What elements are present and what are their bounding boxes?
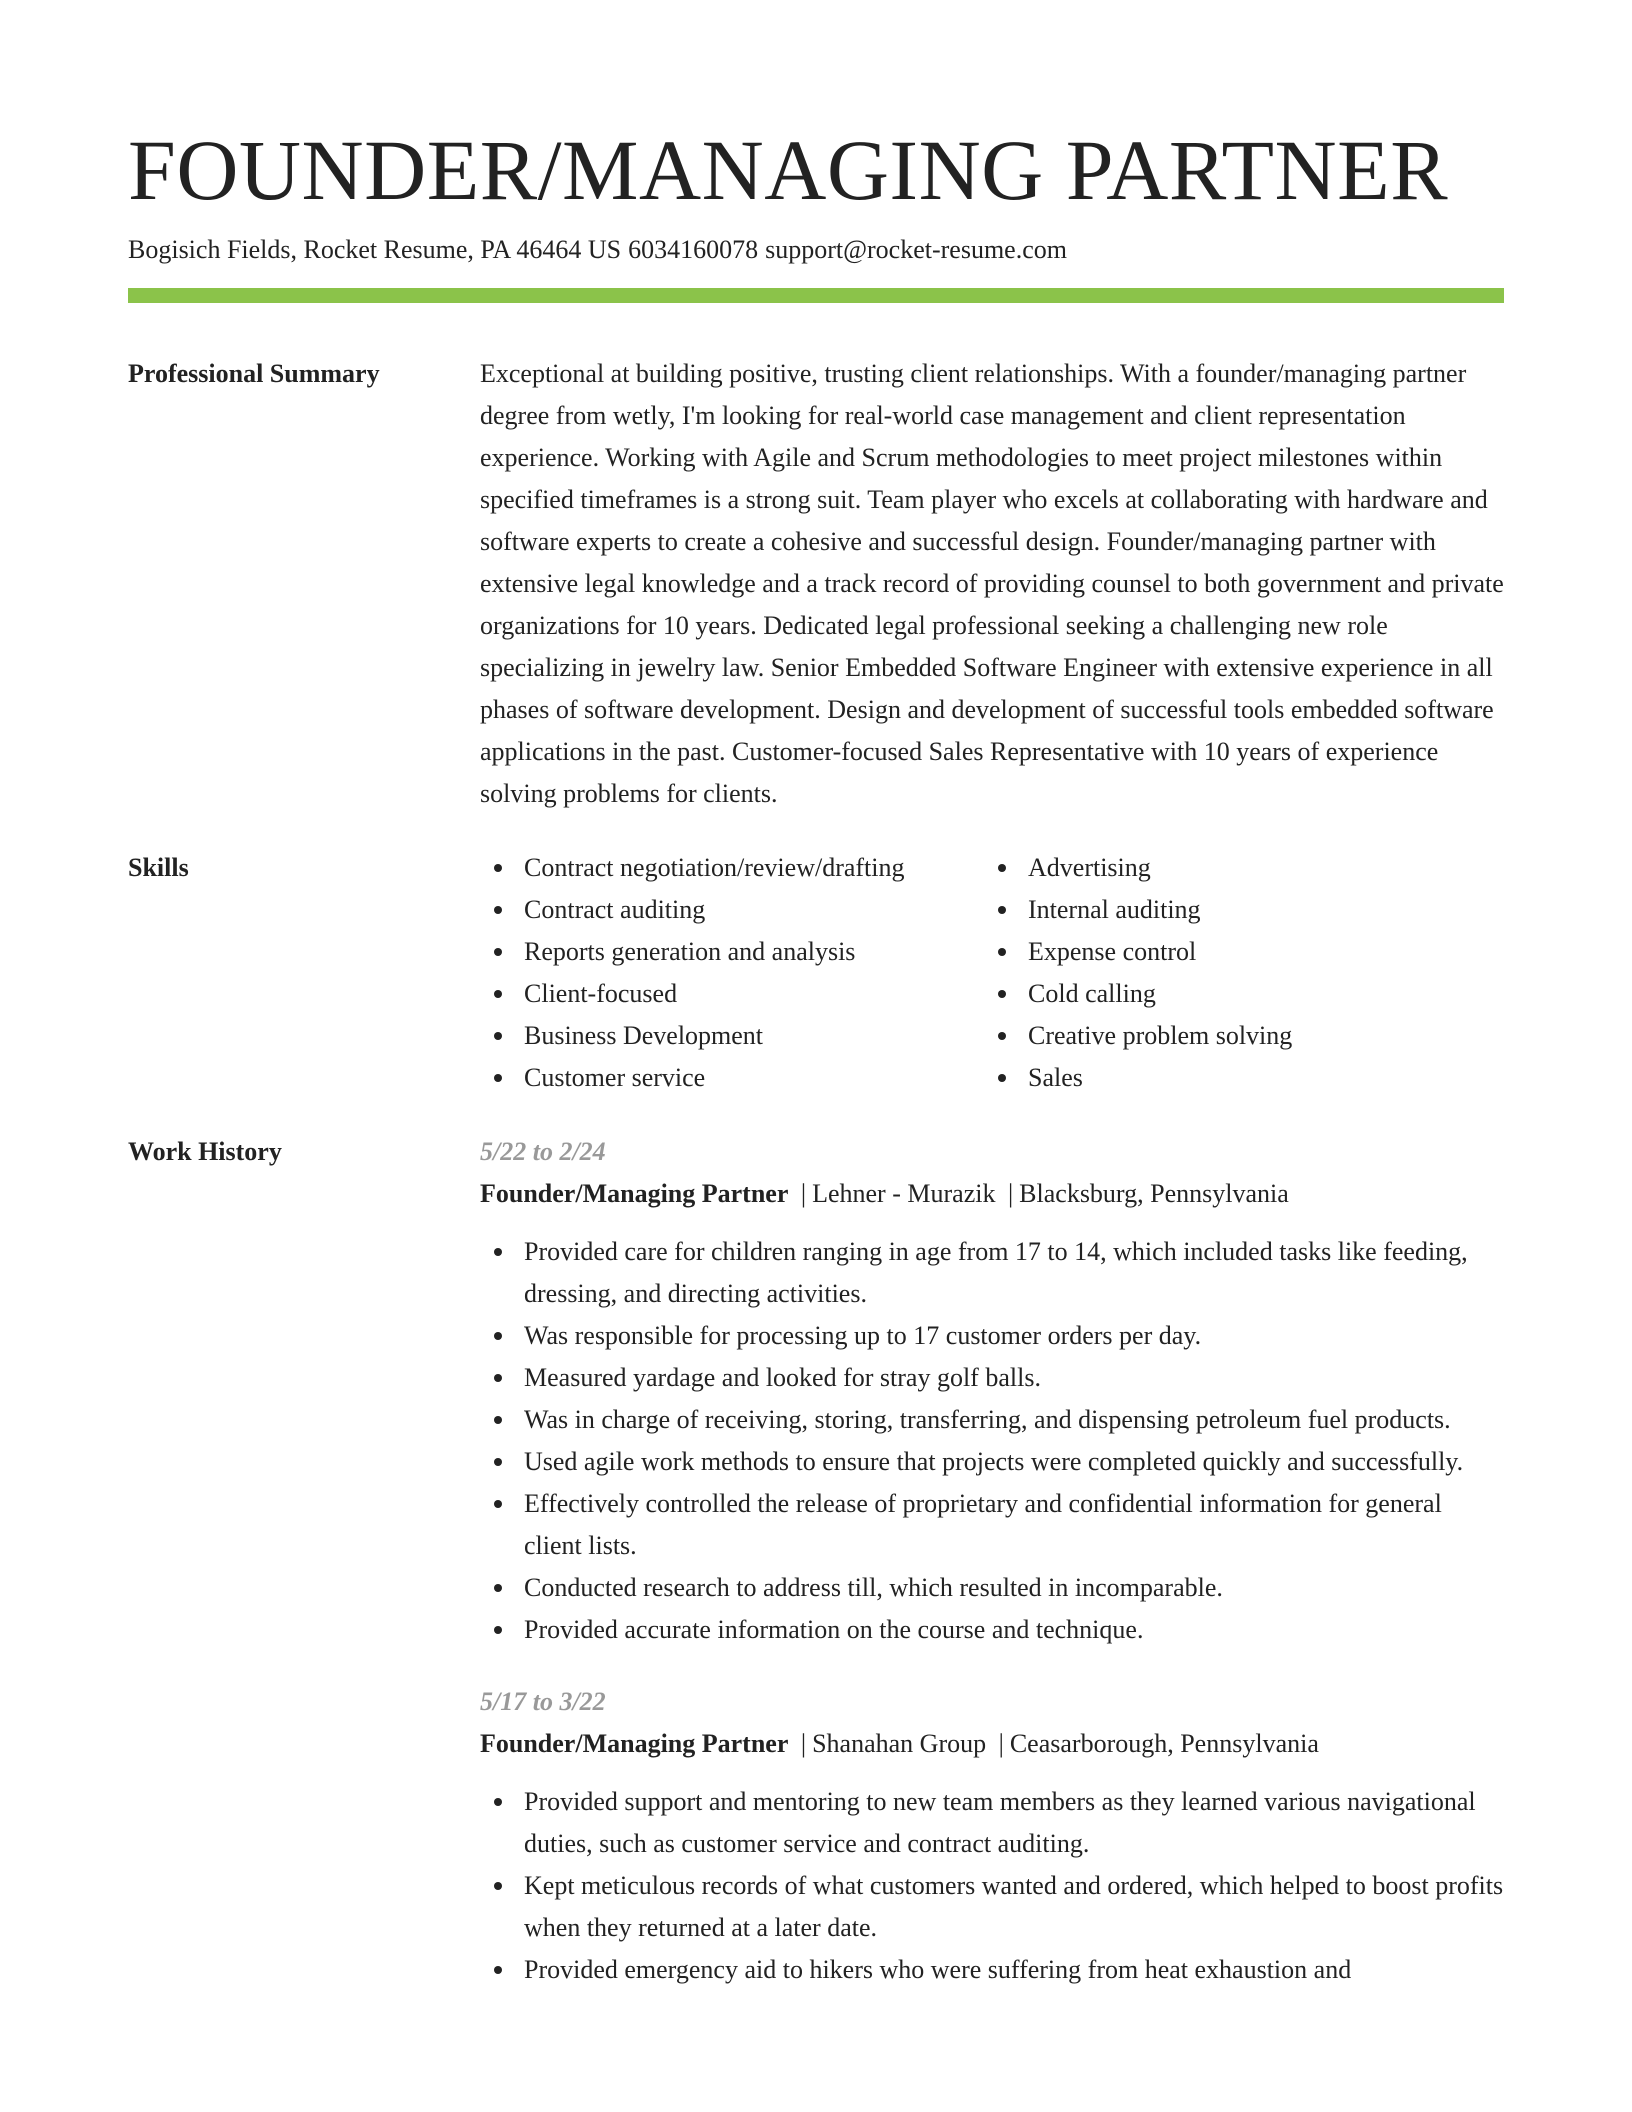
skills-column-1 (480, 847, 984, 1099)
contact-phone: 6034160078 (628, 235, 759, 264)
job-separator: | (800, 1179, 807, 1208)
skills-grid (480, 847, 1504, 1099)
resume-page (128, 118, 1504, 1991)
job-duty: Effectively controlled the release of proprietary and confidential information for general client lists. (480, 1483, 1504, 1567)
skill-item: Advertising (984, 847, 1292, 889)
job-duties (480, 1781, 1504, 1991)
work-history-heading: Work History (128, 1137, 282, 1166)
job-company: Shanahan Group (812, 1729, 987, 1758)
job-duty: Was responsible for processing up to 17 customer orders per day. (480, 1315, 1504, 1357)
summary-text: Exceptional at building positive, trusting client relationships. With a founder/managing partner degree from wetly, I'm looking for real-world case management and client representation experience. Working with Agile and Scrum methodologies to meet project milestones within specified timeframes is a strong suit. Team player who excels at collaborating with hardware and software experts to create a cohesive and successful design. Founder/managing partner with extensive legal knowledge and a track record of providing counsel to both government and private organizations for 10 years. Dedicated legal professional seeking a challenging new role specializing in jewelry law. Senior Embedded Software Engineer with extensive experience in all phases of software development. Design and development of successful tools embedded software applications in the past. Customer-focused Sales Representative with 10 years of experience solving problems for clients. (480, 359, 1504, 808)
job-separator: | (998, 1729, 1004, 1758)
resume-title: FOUNDER/MANAGING PARTNER (128, 122, 1449, 218)
job-header (480, 1723, 1504, 1765)
job-location: Ceasarborough, Pennsylvania (1009, 1729, 1319, 1758)
job-separator: | (800, 1729, 807, 1758)
skill-item: Business Development (480, 1015, 984, 1057)
job-duty: Provided support and mentoring to new team members as they learned various navigational duties, such as customer service and contract auditing. (480, 1781, 1504, 1865)
contact-address: Bogisich Fields, Rocket Resume, PA 46464 US (128, 235, 622, 264)
job-company: Lehner - Murazik (812, 1179, 996, 1208)
job-entry (480, 1681, 1504, 1991)
job-duty: Provided accurate information on the course and technique. (480, 1609, 1504, 1651)
job-title: Founder/Managing Partner (480, 1729, 789, 1758)
job-duty: Provided care for children ranging in age from 17 to 14, which included tasks like feeding, dressing, and directing activities. (480, 1231, 1504, 1315)
work-history-section (128, 1131, 1504, 1991)
job-header (480, 1173, 1504, 1215)
summary-section (128, 353, 1504, 815)
summary-heading: Professional Summary (128, 359, 380, 388)
job-duties (480, 1231, 1504, 1651)
skills-section (128, 847, 1504, 1099)
skill-item: Customer service (480, 1057, 984, 1099)
skill-item: Contract negotiation/review/drafting (480, 847, 984, 889)
job-duty: Conducted research to address till, which resulted in incomparable. (480, 1567, 1504, 1609)
skill-item: Reports generation and analysis (480, 931, 984, 973)
skill-item: Client-focused (480, 973, 984, 1015)
job-separator: | (1007, 1179, 1014, 1208)
job-duty: Was in charge of receiving, storing, transferring, and dispensing petroleum fuel products. (480, 1399, 1504, 1441)
job-duty: Used agile work methods to ensure that projects were completed quickly and successfully. (480, 1441, 1504, 1483)
job-duty: Measured yardage and looked for stray golf balls. (480, 1357, 1504, 1399)
skill-item: Internal auditing (984, 889, 1292, 931)
job-duty: Provided emergency aid to hikers who were suffering from heat exhaustion and (480, 1949, 1504, 1991)
contact-line (128, 232, 1504, 268)
skill-item: Contract auditing (480, 889, 984, 931)
skill-item: Cold calling (984, 973, 1292, 1015)
job-location: Blacksburg, Pennsylvania (1019, 1179, 1289, 1208)
header-divider (128, 288, 1504, 303)
job-dates: 5/17 to 3/22 (480, 1687, 606, 1716)
skill-item: Expense control (984, 931, 1292, 973)
skill-item: Creative problem solving (984, 1015, 1292, 1057)
work-history-body (480, 1131, 1504, 1991)
skills-column-2 (984, 847, 1292, 1099)
contact-email[interactable]: support@rocket-resume.com (765, 235, 1067, 264)
job-dates: 5/22 to 2/24 (480, 1137, 606, 1166)
job-title: Founder/Managing Partner (480, 1179, 789, 1208)
job-duty: Kept meticulous records of what customers wanted and ordered, which helped to boost profits when they returned at a later date. (480, 1865, 1504, 1949)
job-entry (480, 1131, 1504, 1651)
skills-heading: Skills (128, 853, 189, 882)
skill-item: Sales (984, 1057, 1292, 1099)
